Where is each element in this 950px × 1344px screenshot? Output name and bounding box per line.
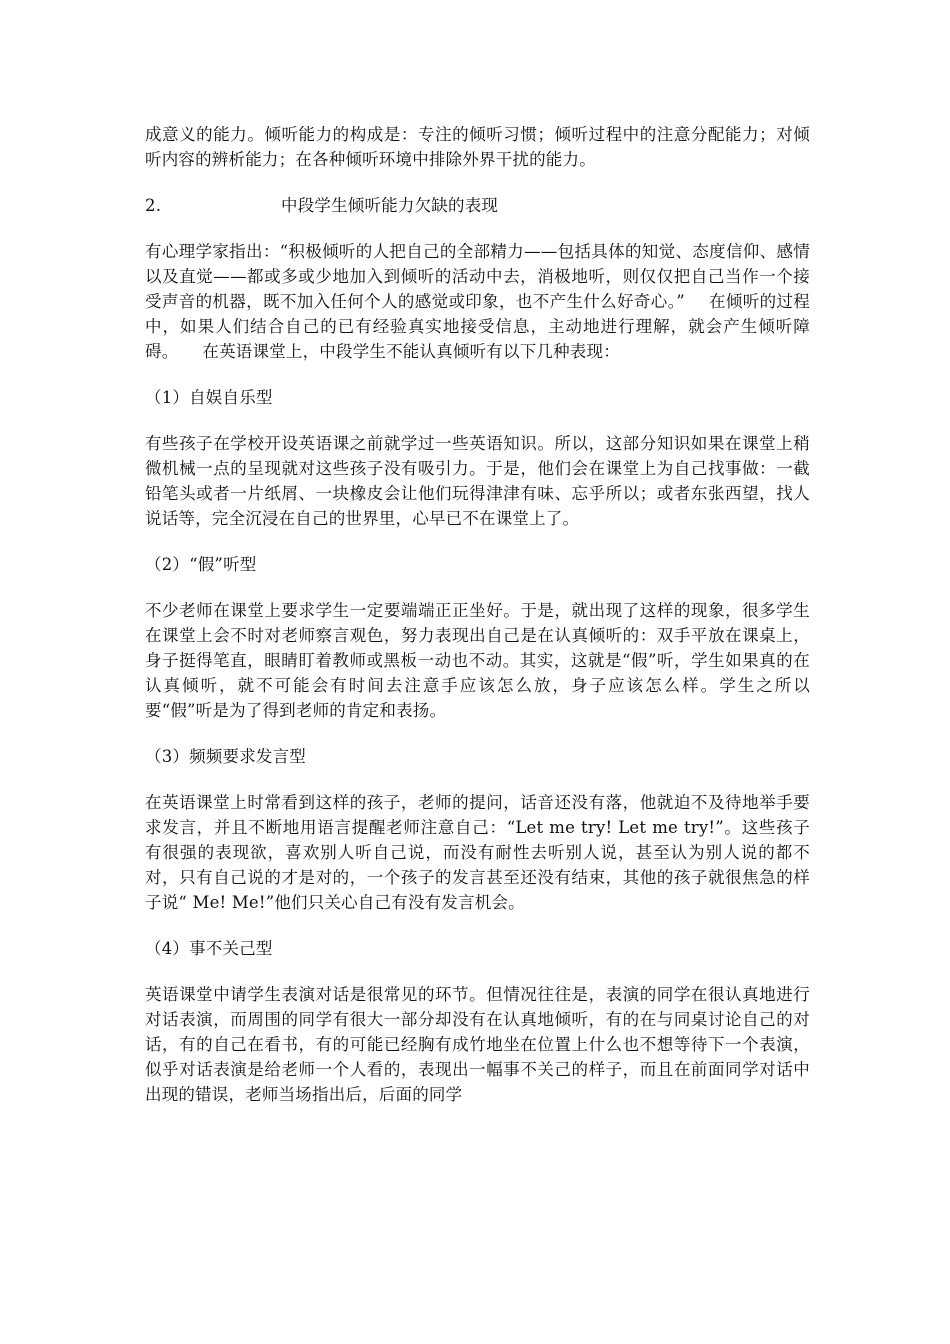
- type1-paragraph: 有些孩子在学校开设英语课之前就学过一些英语知识。所以，这部分知识如果在课堂上稍微机械一点的呈现就对这些孩子没有吸引力。于是，他们会在课堂上为自己找事做：一截铅笔头或者一片纸屑、一块橡皮会让他们玩得津津有味、忘乎所以；或者东张西望，找人说话等，完全沉浸在自己的世界里，心早已不在课堂上了。: [145, 434, 810, 528]
- type4-heading: （4）事不关己型: [145, 939, 273, 958]
- type3-heading: （3）频频要求发言型: [145, 747, 306, 766]
- type2-heading: （2）“假”听型: [145, 555, 257, 574]
- section-number: 2.: [145, 196, 162, 215]
- type1-heading: （1）自娱自乐型: [145, 388, 273, 407]
- type3-paragraph: 在英语课堂上时常看到这样的孩子，老师的提问，话音还没有落，他就迫不及待地举手要求发言，并且不断地用语言提醒老师注意自己：“Let me try! Let me try!”。这些孩子有很强的表现欲，喜欢别人听自己说，而没有耐性去听别人说，甚至认为别人说的都不对，只有自己说的才是对的，一个孩子的发言甚至还没有结束，其他的孩子就很焦急的样子说“ Me! Me!”他们只关心自己有没有发言机会。: [145, 793, 810, 912]
- section-heading: [145, 193, 810, 218]
- type2-paragraph: 不少老师在课堂上要求学生一定要端端正正坐好。于是，就出现了这样的现象，很多学生在课堂上会不时对老师察言观色，努力表现出自己是在认真倾听的：双手平放在课桌上，身子挺得笔直，眼睛盯着教师或黑板一动也不动。其实，这就是“假”听，学生如果真的在认真倾听，就不可能会有时间去注意手应该怎么放，身子应该怎么样。学生之所以要“假”听是为了得到老师的肯定和表扬。: [145, 601, 810, 720]
- document-body: [145, 122, 810, 1128]
- quote-followup-text: 在倾听的过程中，如果人们结合自己的已有经验真实地接受信息，主动地进行理解，就会产生倾听障碍。: [145, 292, 810, 361]
- intro-paragraph: 成意义的能力。倾听能力的构成是：专注的倾听习惯；倾听过程中的注意分配能力；对倾听内容的辨析能力；在各种倾听环境中排除外界干扰的能力。: [145, 125, 810, 169]
- quote-intro-text: 在英语课堂上，中段学生不能认真倾听有以下几种表现：: [202, 342, 620, 361]
- section-title: 中段学生倾听能力欠缺的表现: [281, 196, 499, 215]
- type4-paragraph: 英语课堂中请学生表演对话是很常见的环节。但情况往往是，表演的同学在很认真地进行对话表演，而周围的同学有很大一部分却没有在认真地倾听，有的在与同桌讨论自己的对话，有的自己在看书，有的可能已经胸有成竹地坐在位置上什么也不想等待下一个表演，似乎对话表演是给老师一个人看的，表现出一幅事不关己的样子，而且在前面同学对话中出现的错误，老师当场指出后，后面的同学: [145, 985, 810, 1104]
- quote-paragraph: [145, 239, 810, 364]
- quote-text: 有心理学家指出：“积极倾听的人把自己的全部精力——包括具体的知觉、态度信仰、感情以及直觉——都或多或少地加入到倾听的活动中去，消极地听，则仅仅把自己当作一个接受声音的机器，既不加入任何个人的感觉或印象，也不产生什么好奇心。”: [145, 242, 810, 311]
